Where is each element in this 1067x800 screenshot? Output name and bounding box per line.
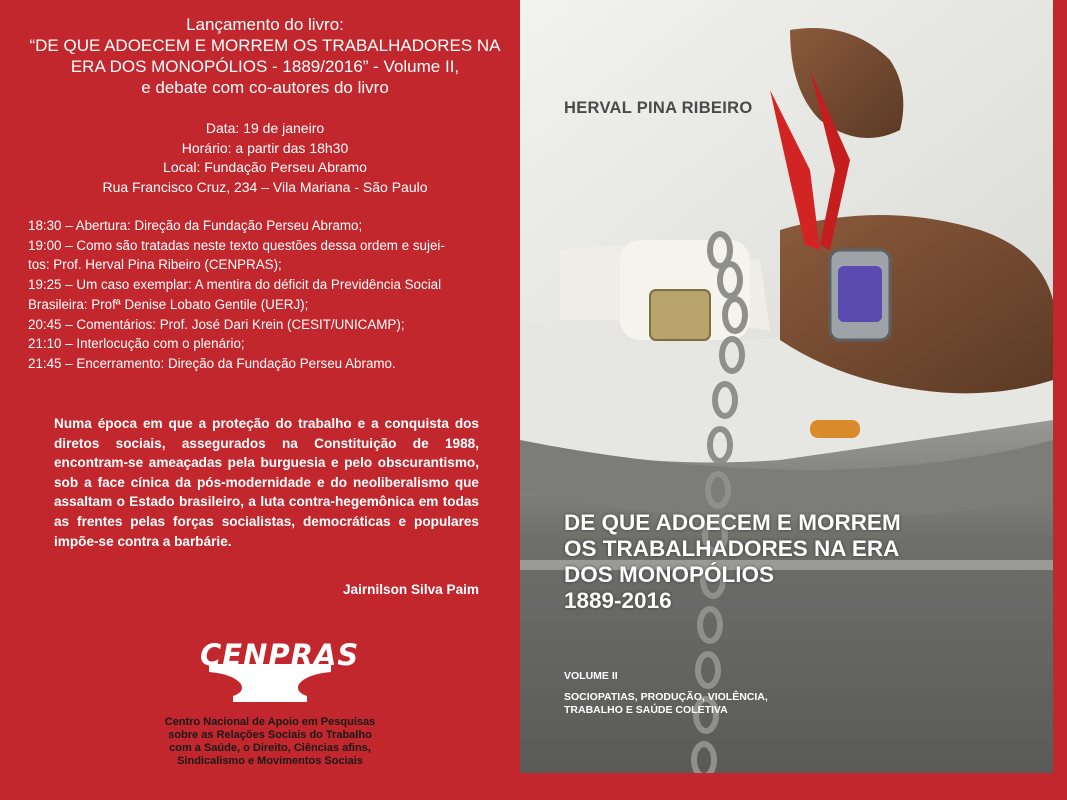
organization-name	[140, 716, 400, 768]
event-address: Rua Francisco Cruz, 234 – Vila Mariana - São Paulo	[102, 178, 428, 195]
cover-volume: VOLUME II	[564, 670, 618, 682]
schedule-line: 21:10 – Interlocução com o plenário;	[28, 336, 245, 352]
event-place: Local: Fundação Perseu Abramo	[163, 159, 367, 175]
org-line: sobre as Relações Sociais do Trabalho	[168, 729, 372, 741]
cover-title	[564, 510, 1004, 614]
quote-author: Jairnilson Silva Paim	[343, 582, 479, 597]
org-line: Sindicalismo e Movimentos Sociais	[177, 755, 363, 767]
event-title-line: e debate com co-autores do livro	[141, 78, 389, 97]
schedule-line: tos: Prof. Herval Pina Ribeiro (CENPRAS);	[28, 257, 282, 273]
cover-author: HERVAL PINA RIBEIRO	[564, 99, 753, 117]
cover-title-line: DE QUE ADOECEM E MORREM	[564, 510, 901, 535]
schedule-line: 21:45 – Encerramento: Direção da Fundação Perseu Abramo.	[28, 355, 396, 371]
event-panel	[0, 0, 520, 800]
logo-wordmark: CENPRAS	[200, 638, 360, 672]
cover-subtitle-line: SOCIOPATIAS, PRODUÇÃO, VIOLÊNCIA,	[564, 691, 768, 703]
event-schedule	[28, 216, 498, 374]
org-line: Centro Nacional de Apoio em Pesquisas	[164, 716, 376, 728]
event-title-line: Lançamento do livro:	[186, 15, 344, 34]
schedule-line: Brasileira: Profª Denise Lobato Gentile (UERJ);	[28, 296, 309, 312]
cover-subtitle	[564, 691, 864, 717]
event-title-line: “DE QUE ADOECEM E MORREM OS TRABALHADORES NA	[29, 36, 501, 55]
cover-subtitle-line: TRABALHO E SAÚDE COLETIVA	[564, 704, 728, 716]
event-time: Horário: a partir das 18h30	[181, 139, 349, 156]
event-details	[20, 119, 510, 197]
event-title	[20, 14, 510, 98]
book-cover	[520, 0, 1053, 773]
schedule-line: 18:30 – Abertura: Direção da Fundação Perseu Abramo;	[28, 218, 363, 233]
schedule-line: 19:25 – Um caso exemplar: A mentira do déficit da Previdência Social	[28, 277, 442, 293]
cover-title-line: 1889-2016	[564, 588, 672, 613]
event-title-line: ERA DOS MONOPÓLIOS - 1889/2016” - Volume II,	[70, 57, 460, 76]
schedule-line: 19:00 – Como são tratadas neste texto questões dessa ordem e sujei-	[28, 237, 445, 253]
quote-text: Numa época em que a proteção do trabalho e a conquista dos diretos sociais, assegurados na Constituição de 1988, encontram-se ameaçadas pela burguesia e pelo obscurantismo, sob a face cínica da pós-modernidade e do neoliberalismo que assaltam o Estado brasileiro, a luta contra-hegemônica em todas as frentes pelas forças socialistas, democráticas e populares impõe-se contra a barbárie.	[54, 416, 479, 549]
event-date: Data: 19 de janeiro	[205, 120, 325, 136]
org-line: com a Saúde, o Direito, Ciências afins,	[169, 742, 371, 754]
cover-title-line: OS TRABALHADORES NA ERA	[564, 536, 900, 561]
cover-title-line: DOS MONOPÓLIOS	[564, 562, 775, 587]
schedule-line: 20:45 – Comentários: Prof. José Dari Krein (CESIT/UNICAMP);	[28, 316, 405, 332]
